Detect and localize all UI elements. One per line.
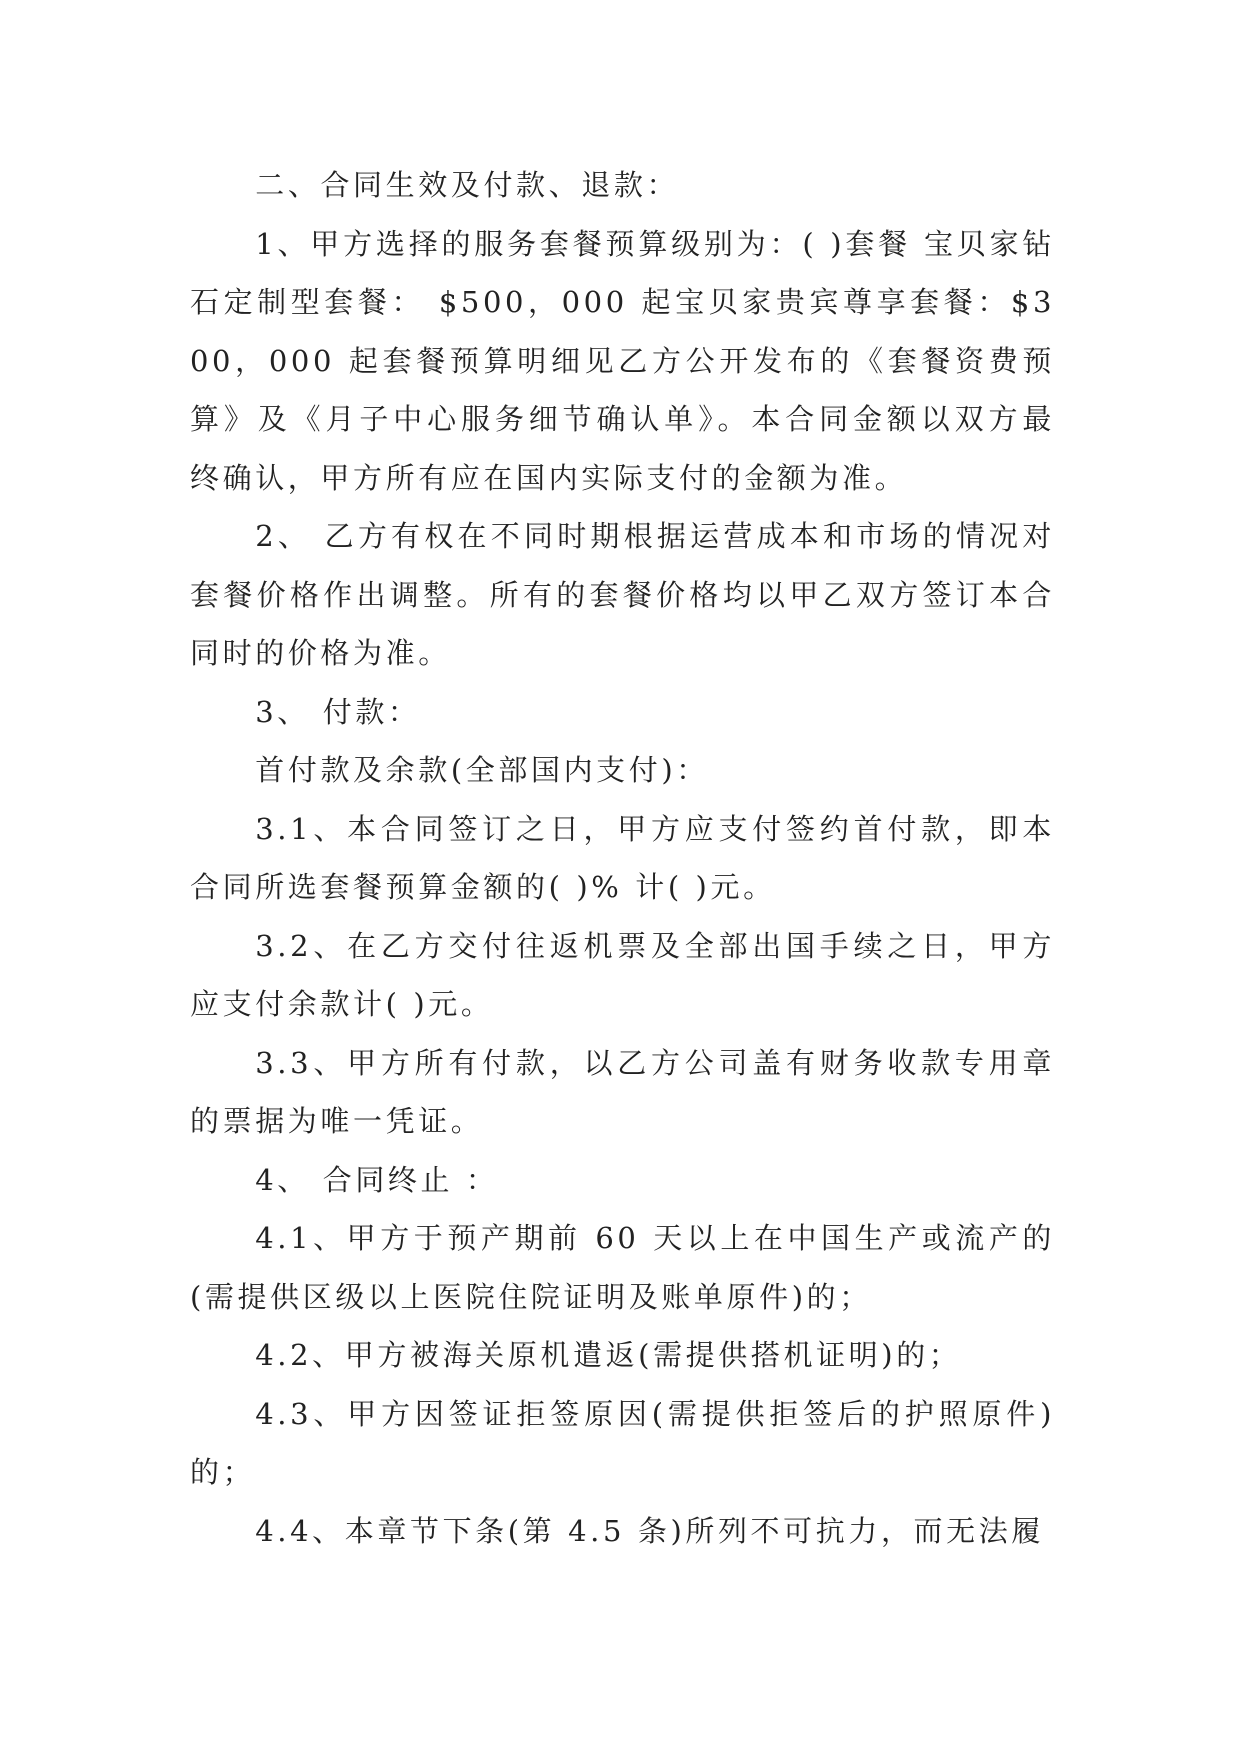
clause-4-1: 4.1、甲方于预产期前 60 天以上在中国生产或流产的(需提供区级以上医院住院证明及账单原件)的； <box>190 1221 1055 1314</box>
payment-subheading: 首付款及余款(全部国内支付)： <box>255 753 709 787</box>
clause-3-3-receipt: 3.3、甲方所有付款，以乙方公司盖有财务收款专用章的票据为唯一凭证。 <box>190 1045 1055 1138</box>
clause-4-termination-heading: 4、 合同终止 ： <box>255 1162 499 1197</box>
clause-3-2-balance: 3.2、在乙方交付往返机票及全部出国手续之日，甲方应支付余款计( )元。 <box>190 928 1055 1021</box>
clause-2-price-adjustment: 2、 乙方有权在不同时期根据运营成本和市场的情况对套餐价格作出调整。所有的套餐价格均以甲乙双方签订本合同时的价格为准。 <box>190 519 1055 670</box>
clause-1-package-level: 1、甲方选择的服务套餐预算级别为：( )套餐 宝贝家钻石定制型套餐： $500，000 起宝贝家贵宾尊享套餐：$300，000 起套餐预算明细见乙方公开发布的《套餐资费预算》及《月子中心服务细节确认单》。本合同金额以双方最终确认，甲方所有应在国内实际支付的金额为准。 <box>190 226 1055 495</box>
clause-4-3: 4.3、甲方因签证拒签原因(需提供拒签后的护照原件)的； <box>190 1396 1055 1489</box>
clause-3-payment-heading: 3、 付款： <box>255 694 421 729</box>
clause-4-2: 4.2、甲方被海关原机遣返(需提供搭机证明)的； <box>255 1338 962 1372</box>
section-heading-contract-effect: 二、合同生效及付款、退款： <box>255 168 680 202</box>
clause-4-4: 4.4、本章节下条(第 4.5 条)所列不可抗力，而无法履 <box>255 1513 1044 1548</box>
clause-3-1-down-payment: 3.1、本合同签订之日，甲方应支付签约首付款，即本合同所选套餐预算金额的( )% 计( )元。 <box>190 811 1055 904</box>
document-page <box>190 156 1055 1560</box>
